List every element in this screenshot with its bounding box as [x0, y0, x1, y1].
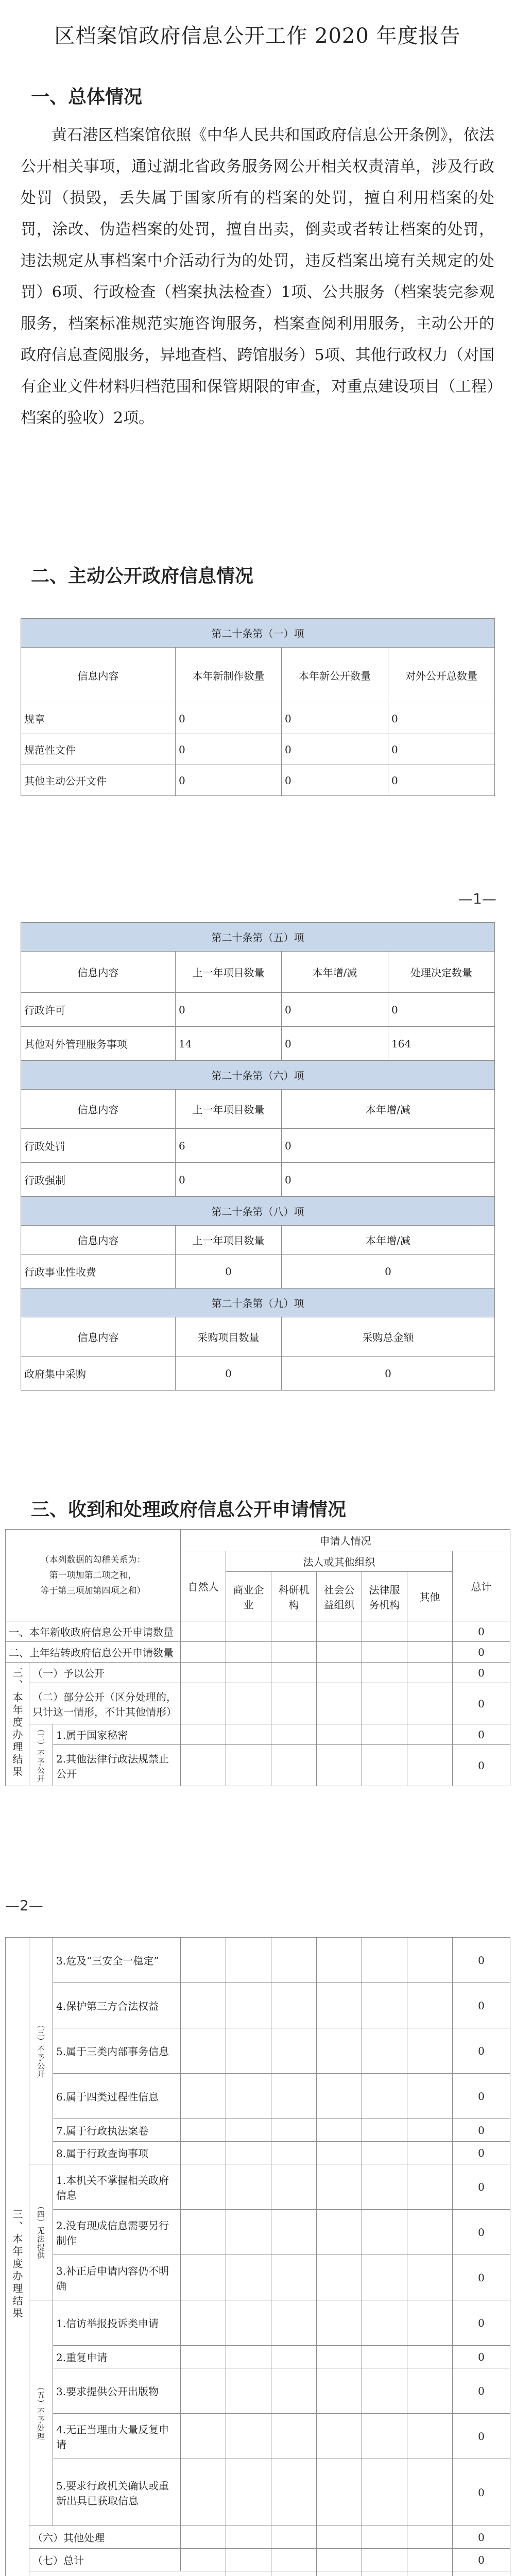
corner-note	[6, 1530, 181, 1621]
row-label: 1.属于国家秘密	[53, 1724, 181, 1745]
table-proactive-1	[21, 618, 495, 796]
col-header: 社会公益组织	[317, 1572, 362, 1621]
group-label-text: 三、本年度办理结果	[11, 2209, 23, 2320]
group-label-results	[6, 1663, 29, 1786]
col-header: 信息内容	[21, 1317, 176, 1357]
col-header: 上一年项目数量	[176, 1226, 282, 1255]
table-cell: 行政许可	[21, 993, 176, 1027]
table-cell: 0	[453, 2074, 510, 2119]
col-header: 采购总金额	[282, 1317, 495, 1357]
group-label-text: （五）不予处理	[36, 2383, 45, 2441]
table-applications	[5, 1529, 510, 1786]
table-cell: 0	[453, 1724, 510, 1745]
row-label: 6.属于四类过程性信息	[53, 2074, 181, 2119]
table-cell: 其他主动公开文件	[21, 765, 176, 796]
intro-paragraph: 黄石港区档案馆依照《中华人民共和国政府信息公开条例》，依法公开相关事项，通过湖北省政务服务网公开相关权责清单，涉及行政处罚（损毁，丢失属于国家所有的档案的处罚，擅自利用档案的处罚，涂改、伪造档案的处罚，擅自出卖，倒卖或者转让档案的处罚，违法规定从事档案中介活动行为的处罚，违反档案出境有关规定的处罚）6项、行政检查（档案执法检查）1项、公共服务（档案装完参观服务，档案标准规范实施咨询服务，档案查阅利用服务，主动公开的政府信息查阅服务，异地查档、跨馆服务）5项、其他行政权力（对国有企业文件材料归档范围和保管期限的审查，对重点建设项目（工程）档案的验收）2项。	[21, 126, 494, 427]
row-label: （七）总计	[29, 2549, 181, 2571]
row-label: （二）部分公开（区分处理的，只计这一情形，不计其他情形）	[29, 1683, 181, 1724]
table-cell: 0	[176, 1357, 282, 1391]
table-cell: 0	[176, 734, 282, 765]
table-cell: 0	[388, 765, 495, 796]
row-label: 3.补正后申请内容仍不明确	[53, 2255, 181, 2300]
table-cell: 0	[388, 993, 495, 1027]
col-header: 其他	[407, 1572, 453, 1621]
col-header: 信息内容	[21, 952, 176, 993]
page-title: 区档案馆政府信息公开工作 2020 年度报告	[54, 24, 461, 48]
row-label: 一、本年新收政府信息公开申请数量	[6, 1621, 181, 1642]
col-header: 本年新公开数量	[282, 648, 388, 703]
table-cell: 0	[453, 2255, 510, 2300]
row-label	[29, 2571, 226, 2576]
corner-note-line: 等于第三项加第四项之和）	[40, 1585, 146, 1596]
table-cell: 行政强制	[21, 1163, 176, 1197]
legal-entity-header: 法人或其他组织	[226, 1551, 453, 1572]
table-cell: 0	[282, 993, 388, 1027]
row-label: 2.没有现成信息需要另行制作	[53, 2210, 181, 2255]
table-applications-continued	[5, 1937, 510, 2576]
row-label: 5.要求行政机关确认或重新出具已获取信息	[53, 2459, 181, 2526]
page-number: —1—	[458, 890, 496, 907]
section-heading-1: 一、总体情况	[31, 87, 143, 108]
table-cell: 行政事业性收费	[21, 1255, 176, 1289]
table-cell: 0	[453, 2549, 510, 2571]
band-header: 第二十条第（一）项	[21, 619, 495, 648]
section-heading-3: 三、收到和处理政府信息公开申请情况	[31, 1499, 347, 1520]
row-label: 3.要求提供公开出版物	[53, 2368, 181, 2414]
table-cell: 0	[453, 1642, 510, 1663]
table-cell: 0	[453, 2526, 510, 2549]
table-cell: 0	[282, 765, 388, 796]
row-label: 4.无正当理由大量反复申请	[53, 2414, 181, 2459]
table-cell: 0	[388, 703, 495, 734]
table-cell: 其他对外管理服务事项	[21, 1027, 176, 1061]
table-cell: 0	[282, 1163, 495, 1197]
col-header: 科研机构	[271, 1572, 317, 1621]
col-header: 信息内容	[21, 648, 176, 703]
table-cell: 0	[453, 2459, 510, 2526]
col-header: 处理决定数量	[388, 952, 495, 993]
table-cell: 0	[282, 734, 388, 765]
table-proactive-2	[21, 922, 495, 1391]
table-cell: 0	[282, 1255, 495, 1289]
row-label: 二、上年结转政府信息公开申请数量	[6, 1642, 181, 1663]
col-header: 信息内容	[21, 1226, 176, 1255]
table-cell: 0	[453, 2368, 510, 2414]
group-label-text: （三）不予公开	[36, 2021, 45, 2078]
group-label-unavailable	[29, 2164, 53, 2300]
table-cell: 0	[453, 2300, 510, 2346]
row-label: （六）其他处理	[29, 2526, 181, 2549]
table-cell: 0	[176, 765, 282, 796]
total-header: 总计	[453, 1551, 510, 1621]
col-header: 本年新制作数量	[176, 648, 282, 703]
natural-person-header: 自然人	[181, 1551, 226, 1621]
table-cell: 0	[453, 2142, 510, 2164]
table-cell: 0	[453, 1663, 510, 1683]
table-cell: 0	[176, 1255, 282, 1289]
group-label-text: （四）无法提供	[36, 2202, 45, 2260]
row-label: 1.信访举报投诉类申请	[53, 2300, 181, 2346]
table-cell: 规范性文件	[21, 734, 176, 765]
table-cell: 0	[453, 2414, 510, 2459]
row-label: 3.危及“三安全一稳定”	[53, 1938, 181, 1983]
group-label-not-processed	[29, 2300, 53, 2526]
table-cell: 规章	[21, 703, 176, 734]
table-cell: 0	[282, 703, 388, 734]
table-cell: 0	[453, 2346, 510, 2368]
table-cell: 0	[282, 1357, 495, 1391]
table-cell: 0	[176, 993, 282, 1027]
table-cell: 0	[176, 703, 282, 734]
table-cell: 164	[388, 1027, 495, 1061]
table-cell: 0	[453, 2210, 510, 2255]
col-header: 法律服务机构	[362, 1572, 407, 1621]
table-cell: 0	[176, 1163, 282, 1197]
col-header: 本年增/减	[282, 952, 388, 993]
col-header: 本年增/减	[282, 1226, 495, 1255]
band-header: 第二十条第（九）项	[21, 1289, 495, 1317]
row-label: 4.保护第三方合法权益	[53, 1983, 181, 2028]
col-header: 商业企业	[226, 1572, 271, 1621]
band-header: 第二十条第（六）项	[21, 1061, 495, 1090]
table-cell: 政府集中采购	[21, 1357, 176, 1391]
group-label-text: 三、本年度办理结果	[11, 1667, 23, 1778]
band-header: 第二十条第（五）项	[21, 923, 495, 952]
row-label: 5.属于三类内部事务信息	[53, 2028, 181, 2074]
row-label: 7.属于行政执法案卷	[53, 2119, 181, 2142]
table-cell: 6	[176, 1129, 282, 1163]
table-cell: 行政处罚	[21, 1129, 176, 1163]
col-header: 对外公开总数量	[388, 648, 495, 703]
page-number: —2—	[5, 1897, 43, 1914]
col-header: 本年增/减	[282, 1090, 495, 1129]
group-label-text: （三）不予公开	[36, 1725, 45, 1783]
table-cell: 0	[453, 2028, 510, 2074]
col-header: 上一年项目数量	[176, 952, 282, 993]
section-heading-2: 二、主动公开政府信息情况	[31, 566, 254, 587]
group-label-results	[6, 1938, 29, 2576]
col-header: 采购项目数量	[176, 1317, 282, 1357]
table-cell: 0	[453, 2164, 510, 2210]
applicant-header: 申请人情况	[181, 1530, 510, 1551]
corner-note-line: 第一项加第二项之和，	[49, 1570, 137, 1581]
row-label: 2.其他法律行政法规禁止公开	[53, 1745, 181, 1786]
corner-note-line: （本列数据的勾稽关系为：	[40, 1554, 146, 1565]
table-cell: 0	[453, 1621, 510, 1642]
table-cell: 0	[453, 1938, 510, 1983]
row-label: （一）予以公开	[29, 1663, 181, 1683]
col-header: 上一年项目数量	[176, 1090, 282, 1129]
table-cell: 0	[453, 1983, 510, 2028]
group-label-withheld	[29, 1724, 53, 1786]
table-cell: 14	[176, 1027, 282, 1061]
row-label: 1.本机关不掌握相关政府信息	[53, 2164, 181, 2210]
table-cell: 0	[453, 1745, 510, 1786]
table-cell: 0	[282, 1027, 388, 1061]
col-header: 信息内容	[21, 1090, 176, 1129]
table-cell: 0	[453, 1683, 510, 1724]
group-label-withheld	[29, 1938, 53, 2164]
band-header: 第二十条第（八）项	[21, 1197, 495, 1226]
row-label: 8.属于行政查询事项	[53, 2142, 181, 2164]
table-cell: 0	[453, 2119, 510, 2142]
table-cell: 0	[388, 734, 495, 765]
row-label: 2.重复申请	[53, 2346, 181, 2368]
table-cell: 0	[282, 1129, 495, 1163]
